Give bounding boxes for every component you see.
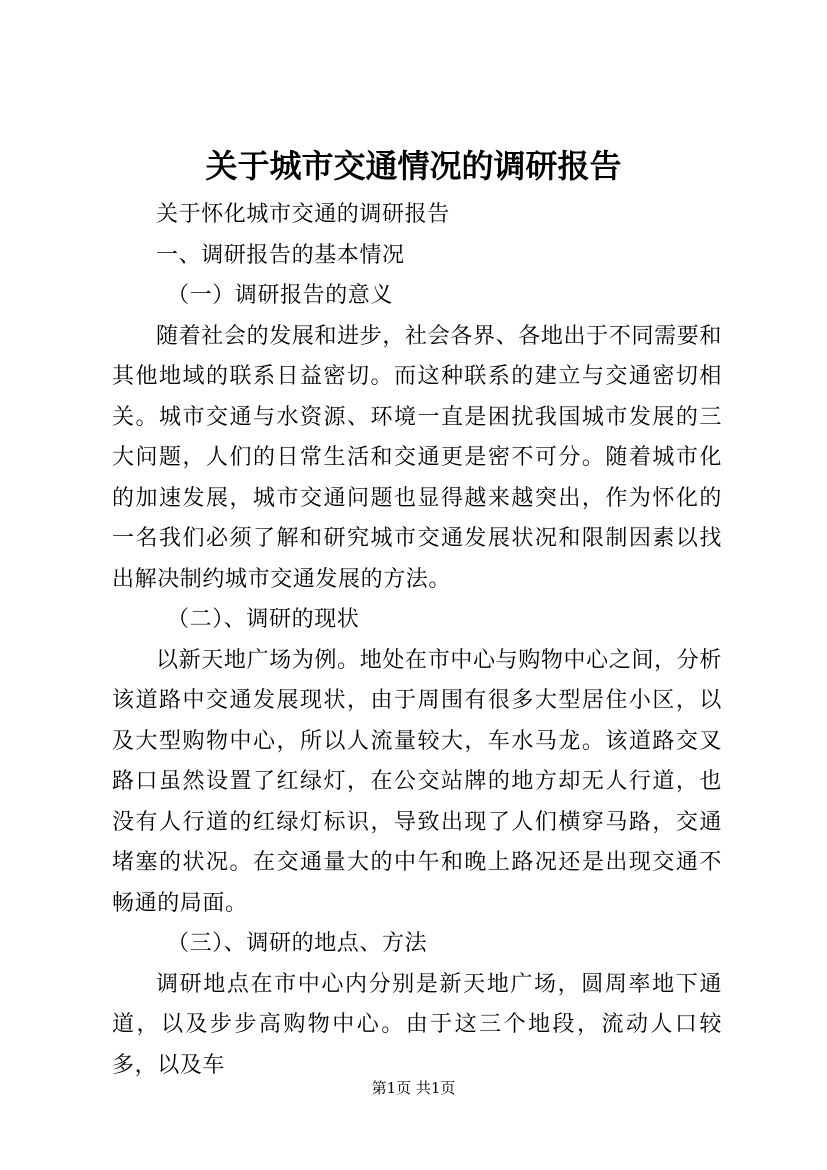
heading-section-1: 一、调研报告的基本情况: [156, 242, 405, 268]
heading-subsection-3: （三）、调研的地点、方法: [167, 931, 428, 956]
document-title: 关于城市交通情况的调研报告: [205, 147, 622, 185]
paragraph-subtitle: 关于怀化城市交通的调研报告: [156, 202, 450, 227]
paragraph-current-status: 以新天地广场为例。地处在市中心与购物中心之间，分析该道路中交通发展现状，由于周围有很多大型居住小区，以及大型购物中心，所以人流量较大，车水马龙。该道路交叉路口虽然设置了红绿灯，在公交站牌的地方却无人行道，也没有人行道的红绿灯标识，导致出现了人们横穿马路，交通堵塞的状况。在交通量大的中午和晚上路况还是出现交通不畅通的局面。: [112, 647, 722, 916]
heading-subsection-1: （一）调研报告的意义: [167, 283, 394, 308]
paragraph-location-method: 调研地点在市中心内分别是新天地广场，圆周率地下通道，以及步步高购物中心。由于这三个地段，流动人口较多，以及车: [112, 971, 722, 1078]
document-body: [112, 195, 722, 1086]
paragraph-significance: 随着社会的发展和进步，社会各界、各地出于不同需要和其他地域的联系日益密切。而这种联系的建立与交通密切相关。城市交通与水资源、环境一直是困扰我国城市发展的三大问题，人们的日常生活和交通更是密不可分。随着城市化的加速发展，城市交通问题也显得越来越突出，作为怀化的一名我们必须了解和研究城市交通发展状况和限制因素以找出解决制约城市交通发展的方法。: [112, 323, 722, 592]
page-footer: 第1页 共1页: [371, 1079, 456, 1097]
heading-subsection-2: （二）、调研的现状: [167, 607, 360, 632]
